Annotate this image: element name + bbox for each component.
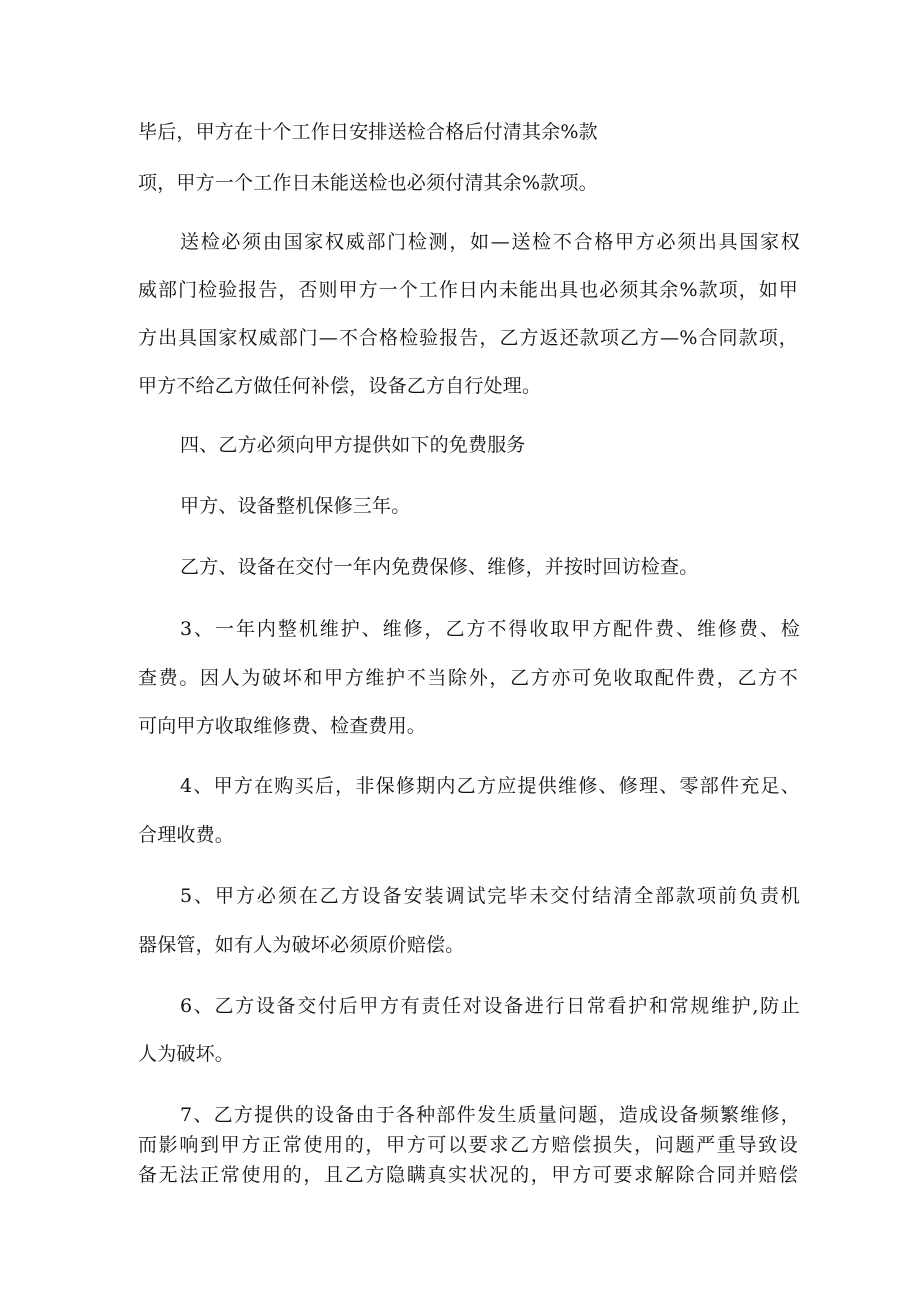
text-line: 甲方不给乙方做任何补偿，设备乙方自行处理。 (138, 375, 542, 397)
text-line: 7、乙方提供的设备由于各种部件发生质量问题，造成设备频繁维修， (180, 1104, 800, 1126)
text-line: 5、甲方必须在乙方设备安装调试完毕未交付结清全部款项前负责机 (180, 885, 800, 907)
text-line: 4、甲方在购买后，非保修期内乙方应提供维修、修理、零部件充足、 (180, 775, 800, 797)
text-line: 3、一年内整机维护、维修，乙方不得收取甲方配件费、维修费、检 (180, 618, 800, 640)
text-line: 甲方、设备整机保修三年。 (180, 495, 411, 517)
text-line: 威部门检验报告，否则甲方一个工作日内未能出具也必须其余%款项，如甲 (138, 279, 798, 301)
text-line: 毕后，甲方在十个工作日安排送检合格后付清其余%款 (138, 121, 598, 143)
text-line: 查费。因人为破坏和甲方维护不当除外，乙方亦可免收取配件费，乙方不 (138, 667, 798, 689)
text-line: 而影响到甲方正常使用的，甲方可以要求乙方赔偿损失，问题严重导致设 (138, 1134, 798, 1156)
text-line: 乙方、设备在交付一年内免费保修、维修，并按时回访检查。 (180, 556, 699, 578)
text-line: 器保管，如有人为破坏必须原价赔偿。 (138, 934, 465, 956)
text-line: 合理收费。 (138, 824, 235, 846)
text-line: 方出具国家权威部门—不合格检验报告，乙方返还款项乙方—%合同款项， (138, 327, 798, 349)
text-line: 项，甲方一个工作日未能送检也必须付清其余%款项。 (138, 172, 598, 194)
text-line: 人为破坏。 (138, 1043, 235, 1065)
text-line: 备无法正常使用的，且乙方隐瞒真实状况的，甲方可要求解除合同并赔偿 (138, 1164, 798, 1186)
text-line: 送检必须由国家权威部门检测，如—送检不合格甲方必须出具国家权 (180, 231, 800, 253)
section-heading: 四、乙方必须向甲方提供如下的免费服务 (180, 434, 526, 456)
text-line: 6、乙方设备交付后甲方有责任对设备进行日常看护和常规维护,防止 (180, 995, 800, 1017)
text-line: 可向甲方收取维修费、检查费用。 (138, 715, 427, 737)
